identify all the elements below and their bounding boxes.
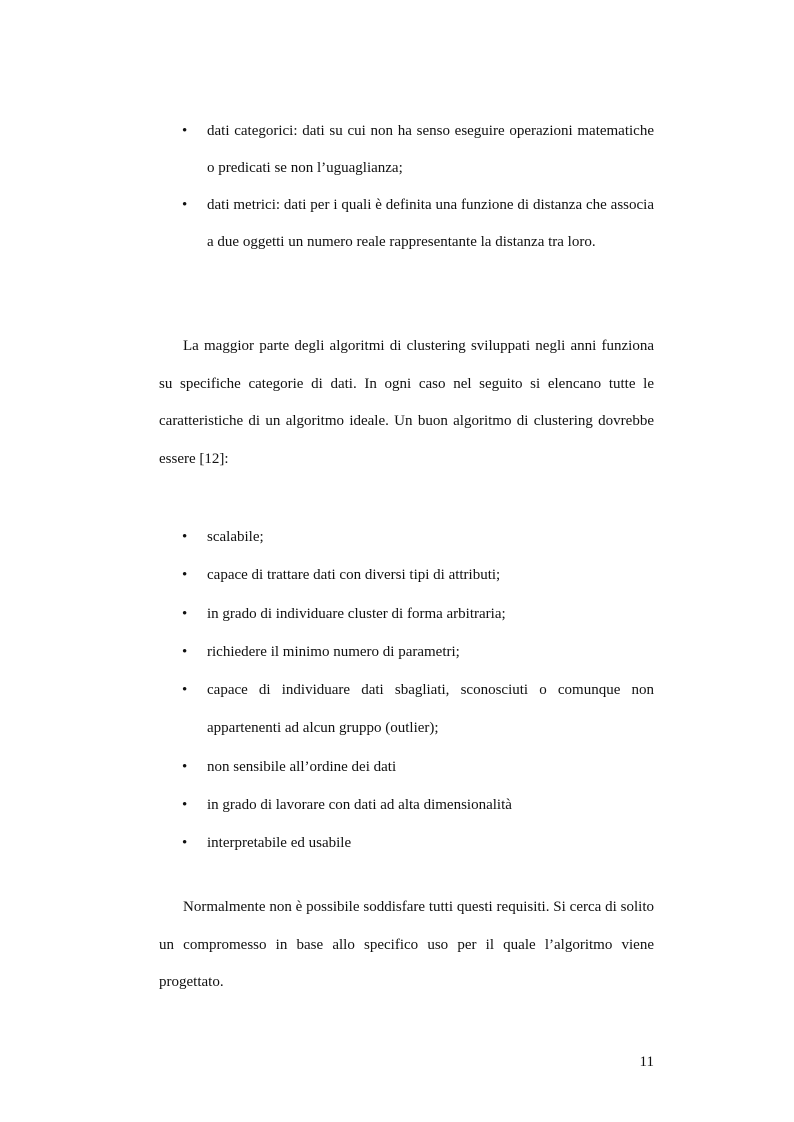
bullet-icon: • xyxy=(182,567,188,584)
body-paragraph: La maggior parte degli algoritmi di clustering sviluppati negli anni funziona su specifiche categorie di dati. In ogni caso nel seguito si elencano tutte le caratteristiche di un algoritmo ideale. Un buon algoritmo di clustering dovrebbe essere [12]: xyxy=(159,338,654,467)
bullet-icon: • xyxy=(182,758,188,775)
data-types-list xyxy=(180,113,654,261)
list-item xyxy=(180,187,654,261)
bullet-icon: • xyxy=(182,123,188,139)
page-number: 11 xyxy=(639,1054,654,1070)
list-item-text: richiedere il minimo numero di parametri; xyxy=(207,643,460,660)
bullet-icon: • xyxy=(182,797,188,814)
bullet-icon: • xyxy=(182,643,188,660)
bullet-icon: • xyxy=(182,529,188,545)
list-item xyxy=(180,671,654,748)
list-item-text: scalabile; xyxy=(207,529,264,545)
bullet-icon: • xyxy=(182,682,188,699)
bullet-icon: • xyxy=(182,197,188,213)
list-item xyxy=(180,786,654,824)
body-paragraph: Normalmente non è possibile soddisfare tutti questi requisiti. Si cerca di solito un compromesso in base allo specifico uso per il quale l’algoritmo viene progettato. xyxy=(159,899,654,990)
list-item xyxy=(180,633,654,671)
bullet-icon: • xyxy=(182,605,188,622)
list-item xyxy=(180,748,654,786)
list-item xyxy=(180,595,654,633)
bullet-icon: • xyxy=(182,835,188,852)
list-item xyxy=(180,556,654,594)
list-item-text: capace di individuare dati sbagliati, sconosciuti o comunque non appartenenti ad alcun gruppo (outlier); xyxy=(207,682,654,737)
list-item-text: in grado di lavorare con dati ad alta dimensionalità xyxy=(207,797,512,814)
list-item-text: dati metrici: dati per i quali è definita una funzione di distanza che associa a due oggetti un numero reale rappresentante la distanza tra loro. xyxy=(207,197,654,250)
list-item-text: interpretabile ed usabile xyxy=(207,835,352,852)
list-item xyxy=(180,518,654,556)
list-item-text: capace di trattare dati con diversi tipi di attributi; xyxy=(207,567,501,584)
list-item-text: dati categorici: dati su cui non ha senso eseguire operazioni matematiche o predicati se non l’uguaglianza; xyxy=(207,123,654,176)
list-item xyxy=(180,113,654,187)
list-item-text: in grado di individuare cluster di forma arbitraria; xyxy=(207,605,506,622)
requirements-list xyxy=(180,518,654,863)
list-item xyxy=(180,824,654,862)
list-item-text: non sensibile all’ordine dei dati xyxy=(207,758,397,775)
